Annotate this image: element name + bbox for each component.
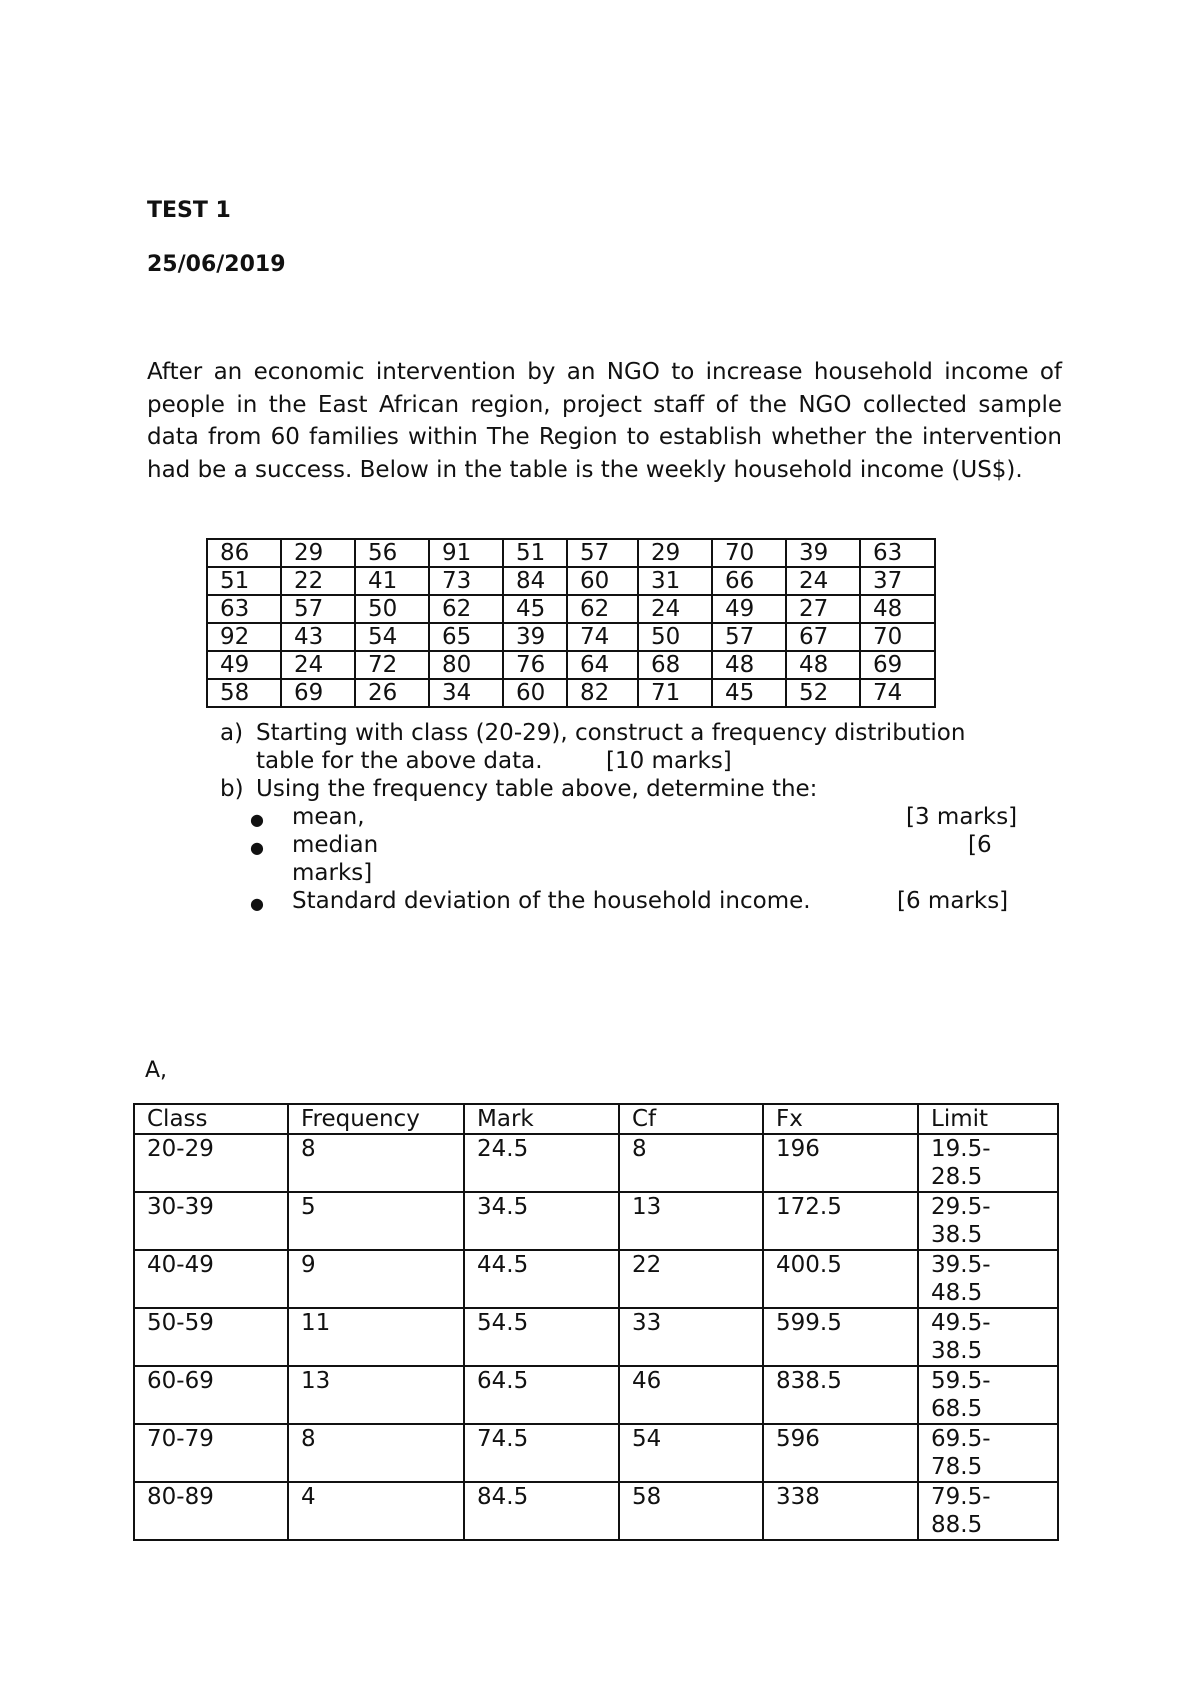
raw-data-cell: 50 — [355, 595, 429, 623]
cell-cf: 22 — [619, 1250, 763, 1308]
raw-data-cell: 31 — [638, 567, 712, 595]
raw-data-cell: 58 — [207, 679, 281, 707]
cell-mark: 84.5 — [464, 1482, 619, 1540]
raw-data-cell: 73 — [429, 567, 503, 595]
raw-data-cell: 41 — [355, 567, 429, 595]
question-b-text: Using the frequency table above, determine the: — [256, 776, 818, 802]
cell-fx: 599.5 — [763, 1308, 918, 1366]
cell-cf: 46 — [619, 1366, 763, 1424]
question-a-marks: [10 marks] — [606, 748, 732, 774]
raw-data-cell: 82 — [567, 679, 638, 707]
limit-upper: 48.5 — [931, 1280, 983, 1306]
cell-mark: 24.5 — [464, 1134, 619, 1192]
limit-lower: 79.5- — [931, 1484, 991, 1510]
cell-limit — [918, 1424, 1058, 1482]
cell-frequency: 5 — [288, 1192, 464, 1250]
test-title: TEST 1 — [147, 198, 231, 223]
raw-data-cell: 48 — [786, 651, 860, 679]
limit-upper: 28.5 — [931, 1164, 983, 1190]
frequency-header-row — [134, 1104, 1058, 1134]
cell-class: 40-49 — [134, 1250, 288, 1308]
raw-data-table — [206, 538, 936, 708]
raw-data-body — [207, 539, 935, 707]
cell-limit — [918, 1134, 1058, 1192]
raw-data-cell: 76 — [503, 651, 567, 679]
cell-mark: 64.5 — [464, 1366, 619, 1424]
cell-mark: 34.5 — [464, 1192, 619, 1250]
cell-class: 70-79 — [134, 1424, 288, 1482]
raw-data-cell: 67 — [786, 623, 860, 651]
cell-limit — [918, 1308, 1058, 1366]
cell-frequency: 13 — [288, 1366, 464, 1424]
raw-data-cell: 45 — [503, 595, 567, 623]
cell-fx: 400.5 — [763, 1250, 918, 1308]
limit-upper: 68.5 — [931, 1396, 983, 1422]
cell-fx: 196 — [763, 1134, 918, 1192]
bullet-icon: ● — [250, 838, 264, 857]
question-a-line2: table for the above data. — [256, 748, 543, 774]
raw-data-cell: 63 — [860, 539, 935, 567]
raw-data-row — [207, 679, 935, 707]
bullet-icon: ● — [250, 810, 264, 829]
raw-data-cell: 43 — [281, 623, 355, 651]
raw-data-cell: 48 — [860, 595, 935, 623]
raw-data-cell: 74 — [567, 623, 638, 651]
cell-frequency: 8 — [288, 1424, 464, 1482]
raw-data-cell: 29 — [638, 539, 712, 567]
raw-data-cell: 56 — [355, 539, 429, 567]
cell-limit — [918, 1250, 1058, 1308]
frequency-row — [134, 1134, 1058, 1192]
bullet-mean: mean, — [292, 804, 365, 830]
cell-cf: 8 — [619, 1134, 763, 1192]
cell-limit — [918, 1192, 1058, 1250]
limit-lower: 49.5- — [931, 1310, 991, 1336]
intro-paragraph: After an economic intervention by an NGO to increase household income of people in the East African region, project staff of the NGO collected sample data from 60 families within The Region to establish whether the intervention had be a success. Below in the table is the weekly household income (US$). — [147, 359, 1062, 483]
raw-data-cell: 24 — [786, 567, 860, 595]
header-mark: Mark — [464, 1104, 619, 1134]
raw-data-cell: 70 — [712, 539, 786, 567]
cell-frequency: 8 — [288, 1134, 464, 1192]
frequency-table — [133, 1103, 1059, 1541]
limit-lower: 19.5- — [931, 1136, 991, 1162]
raw-data-row — [207, 623, 935, 651]
raw-data-cell: 60 — [567, 567, 638, 595]
raw-data-cell: 52 — [786, 679, 860, 707]
raw-data-cell: 57 — [712, 623, 786, 651]
question-a-line1: Starting with class (20-29), construct a frequency distribution — [256, 720, 966, 746]
cell-fx: 338 — [763, 1482, 918, 1540]
raw-data-cell: 57 — [567, 539, 638, 567]
limit-lower: 59.5- — [931, 1368, 991, 1394]
bullet-median: median — [292, 832, 379, 858]
raw-data-cell: 62 — [429, 595, 503, 623]
cell-cf: 54 — [619, 1424, 763, 1482]
limit-lower: 39.5- — [931, 1252, 991, 1278]
limit-upper: 88.5 — [931, 1512, 983, 1538]
cell-mark: 74.5 — [464, 1424, 619, 1482]
bullet-median-marks: [6 — [968, 832, 992, 858]
cell-class: 60-69 — [134, 1366, 288, 1424]
raw-data-cell: 74 — [860, 679, 935, 707]
cell-frequency: 4 — [288, 1482, 464, 1540]
frequency-row — [134, 1366, 1058, 1424]
header-class: Class — [134, 1104, 288, 1134]
cell-cf: 33 — [619, 1308, 763, 1366]
raw-data-cell: 72 — [355, 651, 429, 679]
raw-data-cell: 91 — [429, 539, 503, 567]
bullet-stddev-marks: [6 marks] — [897, 888, 1009, 914]
limit-upper: 78.5 — [931, 1454, 983, 1480]
raw-data-cell: 62 — [567, 595, 638, 623]
raw-data-cell: 22 — [281, 567, 355, 595]
header-cf: Cf — [619, 1104, 763, 1134]
frequency-row — [134, 1192, 1058, 1250]
raw-data-cell: 84 — [503, 567, 567, 595]
raw-data-cell: 68 — [638, 651, 712, 679]
cell-fx: 172.5 — [763, 1192, 918, 1250]
bullet-icon: ● — [250, 894, 264, 913]
cell-class: 20-29 — [134, 1134, 288, 1192]
cell-frequency: 11 — [288, 1308, 464, 1366]
raw-data-cell: 48 — [712, 651, 786, 679]
frequency-body — [134, 1134, 1058, 1540]
header-limit: Limit — [918, 1104, 1058, 1134]
raw-data-cell: 51 — [503, 539, 567, 567]
raw-data-cell: 24 — [638, 595, 712, 623]
raw-data-cell: 34 — [429, 679, 503, 707]
bullet-median-marks-cont: marks] — [292, 860, 373, 886]
raw-data-row — [207, 595, 935, 623]
bullet-mean-marks: [3 marks] — [906, 804, 1018, 830]
raw-data-cell: 27 — [786, 595, 860, 623]
raw-data-cell: 29 — [281, 539, 355, 567]
raw-data-cell: 49 — [207, 651, 281, 679]
raw-data-cell: 65 — [429, 623, 503, 651]
raw-data-cell: 57 — [281, 595, 355, 623]
limit-lower: 69.5- — [931, 1426, 991, 1452]
raw-data-cell: 92 — [207, 623, 281, 651]
raw-data-row — [207, 651, 935, 679]
raw-data-cell: 51 — [207, 567, 281, 595]
cell-mark: 54.5 — [464, 1308, 619, 1366]
frequency-row — [134, 1424, 1058, 1482]
raw-data-cell: 86 — [207, 539, 281, 567]
frequency-row — [134, 1250, 1058, 1308]
raw-data-cell: 50 — [638, 623, 712, 651]
raw-data-cell: 80 — [429, 651, 503, 679]
raw-data-cell: 39 — [786, 539, 860, 567]
raw-data-cell: 64 — [567, 651, 638, 679]
raw-data-cell: 66 — [712, 567, 786, 595]
cell-fx: 838.5 — [763, 1366, 918, 1424]
limit-upper: 38.5 — [931, 1222, 983, 1248]
raw-data-cell: 45 — [712, 679, 786, 707]
frequency-row — [134, 1308, 1058, 1366]
frequency-row — [134, 1482, 1058, 1540]
limit-upper: 38.5 — [931, 1338, 983, 1364]
cell-cf: 58 — [619, 1482, 763, 1540]
cell-frequency: 9 — [288, 1250, 464, 1308]
cell-class: 80-89 — [134, 1482, 288, 1540]
answer-label: A, — [145, 1058, 168, 1083]
raw-data-cell: 60 — [503, 679, 567, 707]
raw-data-row — [207, 539, 935, 567]
raw-data-cell: 54 — [355, 623, 429, 651]
cell-mark: 44.5 — [464, 1250, 619, 1308]
raw-data-cell: 63 — [207, 595, 281, 623]
raw-data-row — [207, 567, 935, 595]
question-b-label: b) — [220, 776, 244, 802]
cell-class: 30-39 — [134, 1192, 288, 1250]
raw-data-cell: 37 — [860, 567, 935, 595]
raw-data-cell: 24 — [281, 651, 355, 679]
raw-data-cell: 69 — [281, 679, 355, 707]
cell-fx: 596 — [763, 1424, 918, 1482]
raw-data-cell: 49 — [712, 595, 786, 623]
raw-data-cell: 26 — [355, 679, 429, 707]
raw-data-cell: 71 — [638, 679, 712, 707]
raw-data-cell: 39 — [503, 623, 567, 651]
test-date: 25/06/2019 — [147, 252, 286, 277]
cell-limit — [918, 1482, 1058, 1540]
question-a-label: a) — [220, 720, 244, 746]
header-frequency: Frequency — [288, 1104, 464, 1134]
bullet-stddev: Standard deviation of the household income. — [292, 888, 811, 914]
cell-cf: 13 — [619, 1192, 763, 1250]
cell-class: 50-59 — [134, 1308, 288, 1366]
limit-lower: 29.5- — [931, 1194, 991, 1220]
header-fx: Fx — [763, 1104, 918, 1134]
raw-data-cell: 69 — [860, 651, 935, 679]
cell-limit — [918, 1366, 1058, 1424]
raw-data-cell: 70 — [860, 623, 935, 651]
